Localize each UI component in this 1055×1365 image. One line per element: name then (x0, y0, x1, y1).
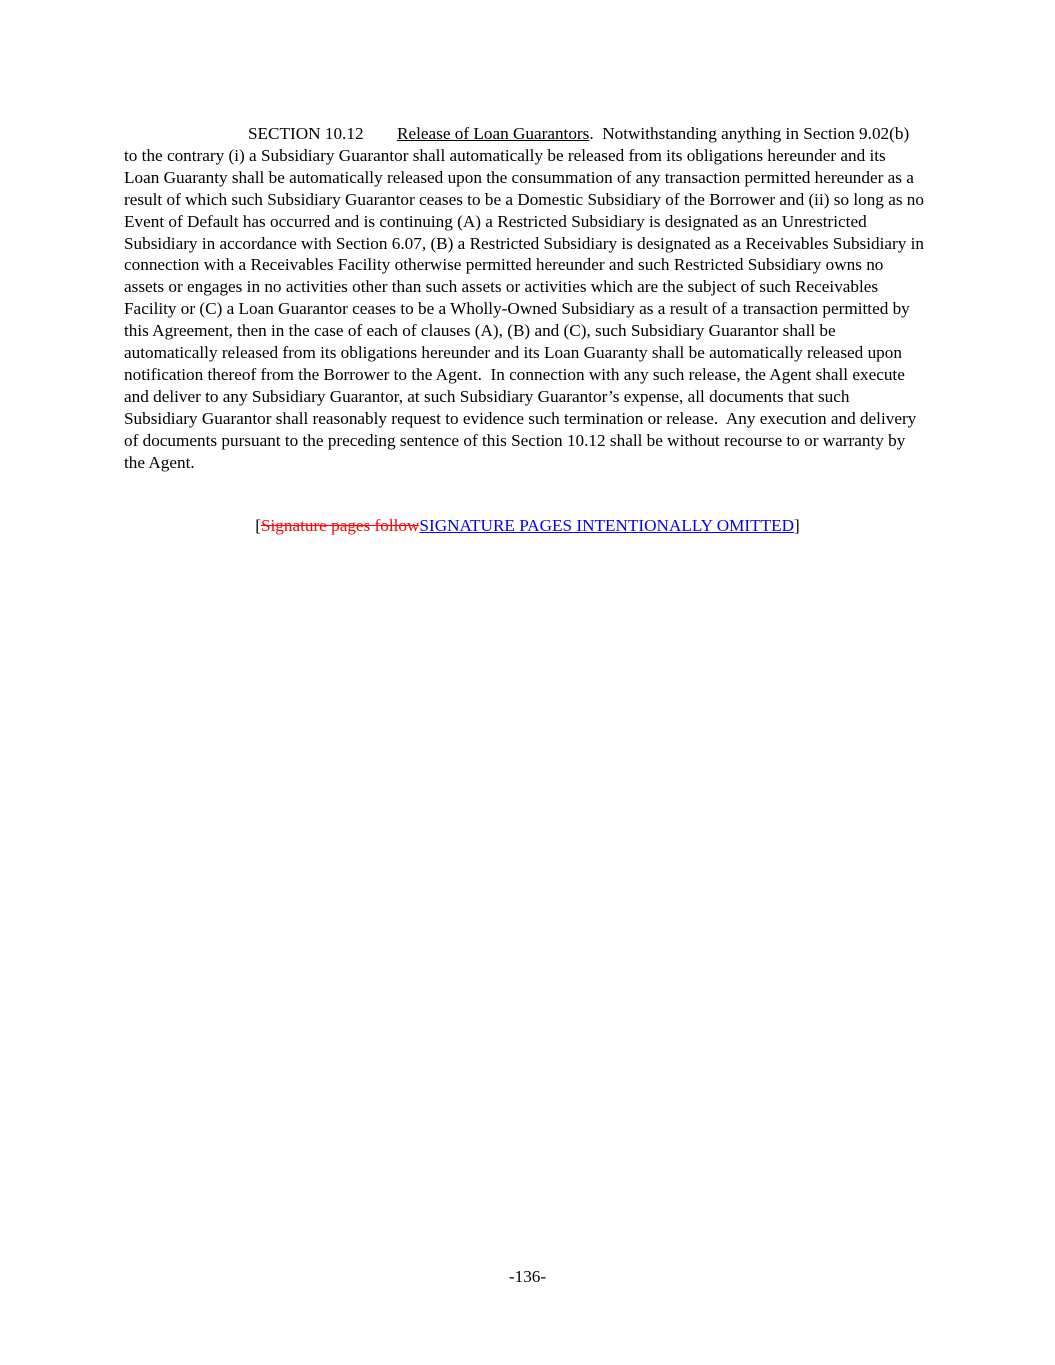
close-bracket: ] (794, 516, 800, 535)
deleted-text: Signature pages follow (260, 516, 420, 535)
section-title-punctuation: . (589, 124, 594, 143)
section-heading (124, 124, 594, 143)
signature-pages-notice (0, 515, 1055, 537)
inserted-text: SIGNATURE PAGES INTENTIONALLY OMITTED (419, 516, 795, 535)
section-title: Release of Loan Guarantors (397, 124, 590, 143)
section-body-text: Notwithstanding anything in Section 9.02(b) to the contrary (i) a Subsidiary Guarantor shall automatically be released from its obligations hereunder and its Loan Guaranty shall be automatically released upon the consummation of any transaction permitted hereunder as a result of which such Subsidiary Guarantor ceases to be a Domestic Subsidiary of the Borrower and (ii) so long as no Event of Default has occurred and is continuing (A) a Restricted Subsidiary is designated as an Unrestricted Subsidiary in accordance with Section 6.07, (B) a Restricted Subsidiary is designated as a Receivables Subsidiary in connection with a Receivables Facility otherwise permitted hereunder and such Restricted Subsidiary owns no assets or engages in no activities other than such assets or activities which are the subject of such Receivables Facility or (C) a Loan Guarantor ceases to be a Wholly-Owned Subsidiary as a result of a transaction permitted by this Agreement, then in the case of each of clauses (A), (B) and (C), such Subsidiary Guarantor shall be automatically released from its obligations hereunder and its Loan Guaranty shall be automatically released upon notification thereof from the Borrower to the Agent. In connection with any such release, the Agent shall execute and deliver to any Subsidiary Guarantor, at such Subsidiary Guarantor’s expense, all documents that such Subsidiary Guarantor shall reasonably request to evidence such termination or release. Any execution and delivery of documents pursuant to the preceding sentence of this Section 10.12 shall be without recourse to or warranty by the Agent. (124, 124, 929, 472)
page-number: -136- (508, 1267, 547, 1286)
open-bracket: [ (255, 516, 261, 535)
section-number: SECTION 10.12 (248, 124, 364, 143)
section-paragraph (124, 123, 929, 474)
